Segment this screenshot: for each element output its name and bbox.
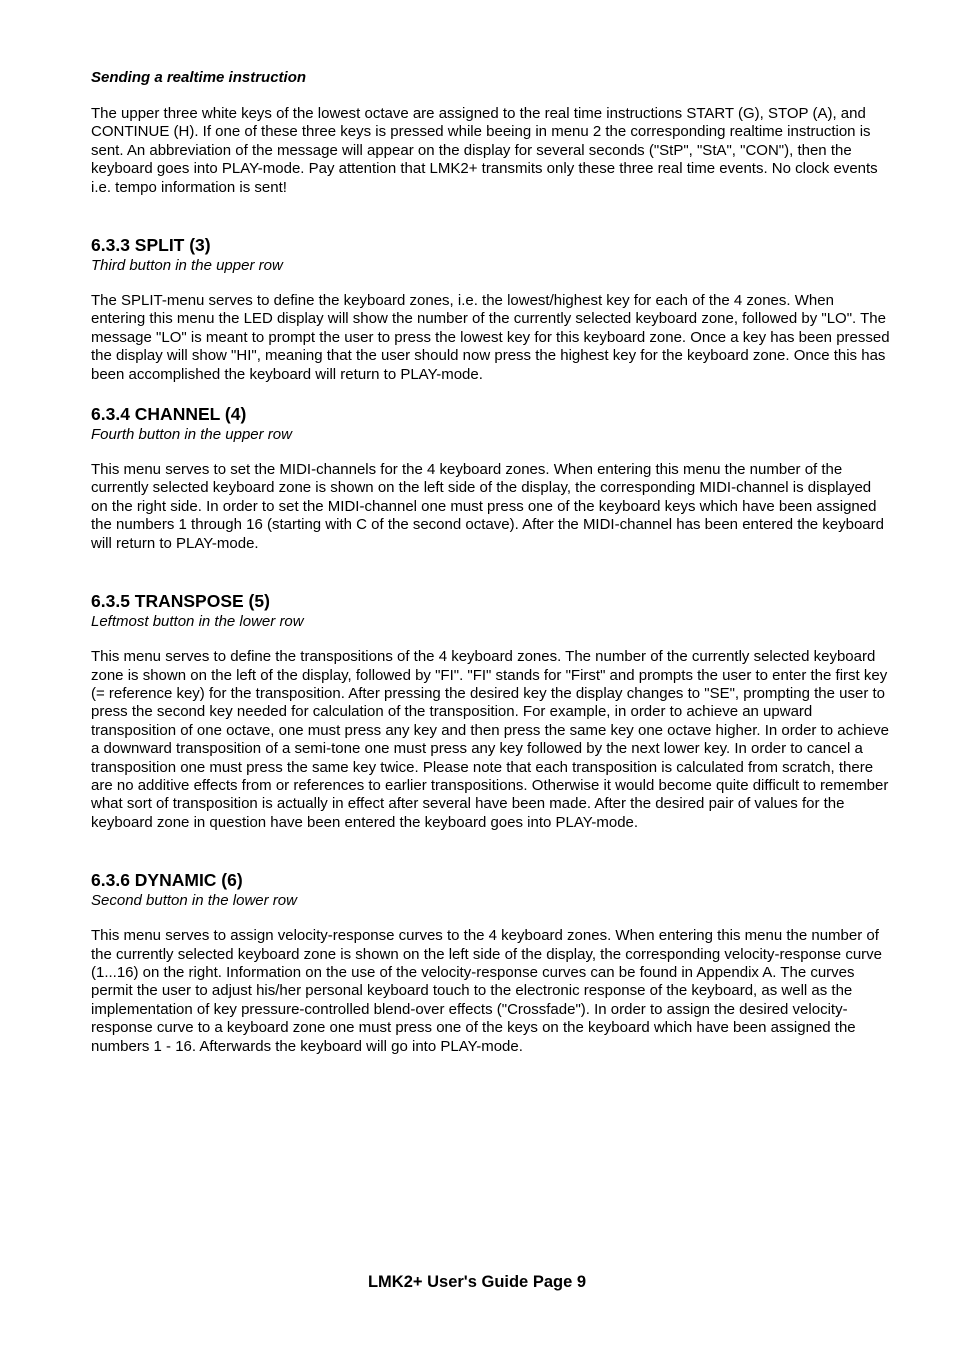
- split-subtitle: Third button in the upper row: [91, 257, 283, 275]
- dynamic-paragraph: This menu serves to assign velocity-response curves to the 4 keyboard zones. When entering this menu the number of the currently selected keyboard zone is shown on the left side of the display, the corresponding velocity-response curve (1...16) on the right. Information on the use of the velocity-response curves can be found in Appendix A. The curves permit the user to adjust his/her personal keyboard touch to the electronic response of the keyboard, as well as the implementation of key pressure-controlled blend-over effects ("Crossfade"). In order to assign the desired velocity-response curve to a keyboard zone one must press one of the keys on the keyboard which have been assigned the numbers 1 - 16. Afterwards the keyboard will go into PLAY-mode.: [91, 927, 882, 1055]
- channel-subtitle: Fourth button in the upper row: [91, 426, 292, 444]
- channel-heading: 6.3.4 CHANNEL (4): [91, 404, 247, 425]
- document-page: [91, 66, 891, 1056]
- realtime-paragraph: The upper three white keys of the lowest octave are assigned to the real time instructions START (G), STOP (A), and CONTINUE (H). If one of these three keys is pressed while beeing in menu 2 the corresponding realtime instruction is sent. An abbreviation of the message will appear on the display for several seconds ("StP", "StA", "CON"), then the keyboard goes into PLAY-mode. Pay attention that LMK2+ transmits only these three real time events. No clock events i.e. tempo information is sent!: [91, 105, 878, 196]
- split-heading: 6.3.3 SPLIT (3): [91, 235, 211, 256]
- dynamic-subtitle: Second button in the lower row: [91, 892, 297, 910]
- realtime-heading: Sending a realtime instruction: [91, 69, 307, 86]
- transpose-subtitle: Leftmost button in the lower row: [91, 613, 304, 631]
- page-footer: LMK2+ User's Guide Page 9: [367, 1273, 587, 1291]
- channel-paragraph: This menu serves to set the MIDI-channels for the 4 keyboard zones. When entering this menu the number of the currently selected keyboard zone is shown on the left side of the display, the corresponding MIDI-channel is displayed on the right side. In order to set the MIDI-channel one must press one of the keyboard keys which have been assigned the numbers 1 through 16 (starting with C of the second octave). After the MIDI-channel has been entered the keyboard will return to PLAY-mode.: [91, 461, 884, 552]
- dynamic-heading: 6.3.6 DYNAMIC (6): [91, 870, 243, 891]
- transpose-paragraph: This menu serves to define the transpositions of the 4 keyboard zones. The number of the currently selected keyboard zone is shown on the left of the display, followed by "FI". "FI" stands for "First" and prompts the user to enter the first key (= reference key) for the transposition. After pressing the desired key the display changes to "SE", prompting the user to press the second key needed for calculation of the transposition. For example, in order to achieve an upward transposition of one octave, one must press any key and then press the same key one octave higher. In order to achieve a downward transposition of a semi-tone one must press any key followed by the next lower key. In order to cancel a transposition one must press the same key twice. Please note that each transposition is calculated from scratch, there are no additive effects from or references to earlier transpositions. Otherwise it would become quite difficult to remember what sort of transposition is actually in effect after several have been made. After the desired pair of values for the keyboard zone in question have been entered the keyboard goes into PLAY-mode.: [91, 648, 889, 831]
- split-paragraph: The SPLIT-menu serves to define the keyboard zones, i.e. the lowest/highest key for each of the 4 zones. When entering this menu the LED display will show the number of the currently selected keyboard zone, followed by "LO". The message "LO" is meant to prompt the user to press the lowest key for this keyboard zone. Once a key has been pressed the display will show "HI", meaning that the user should now press the highest key for the keyboard zone. Once this has been accomplished the keyboard will return to PLAY-mode.: [91, 292, 890, 383]
- transpose-heading: 6.3.5 TRANSPOSE (5): [91, 591, 270, 612]
